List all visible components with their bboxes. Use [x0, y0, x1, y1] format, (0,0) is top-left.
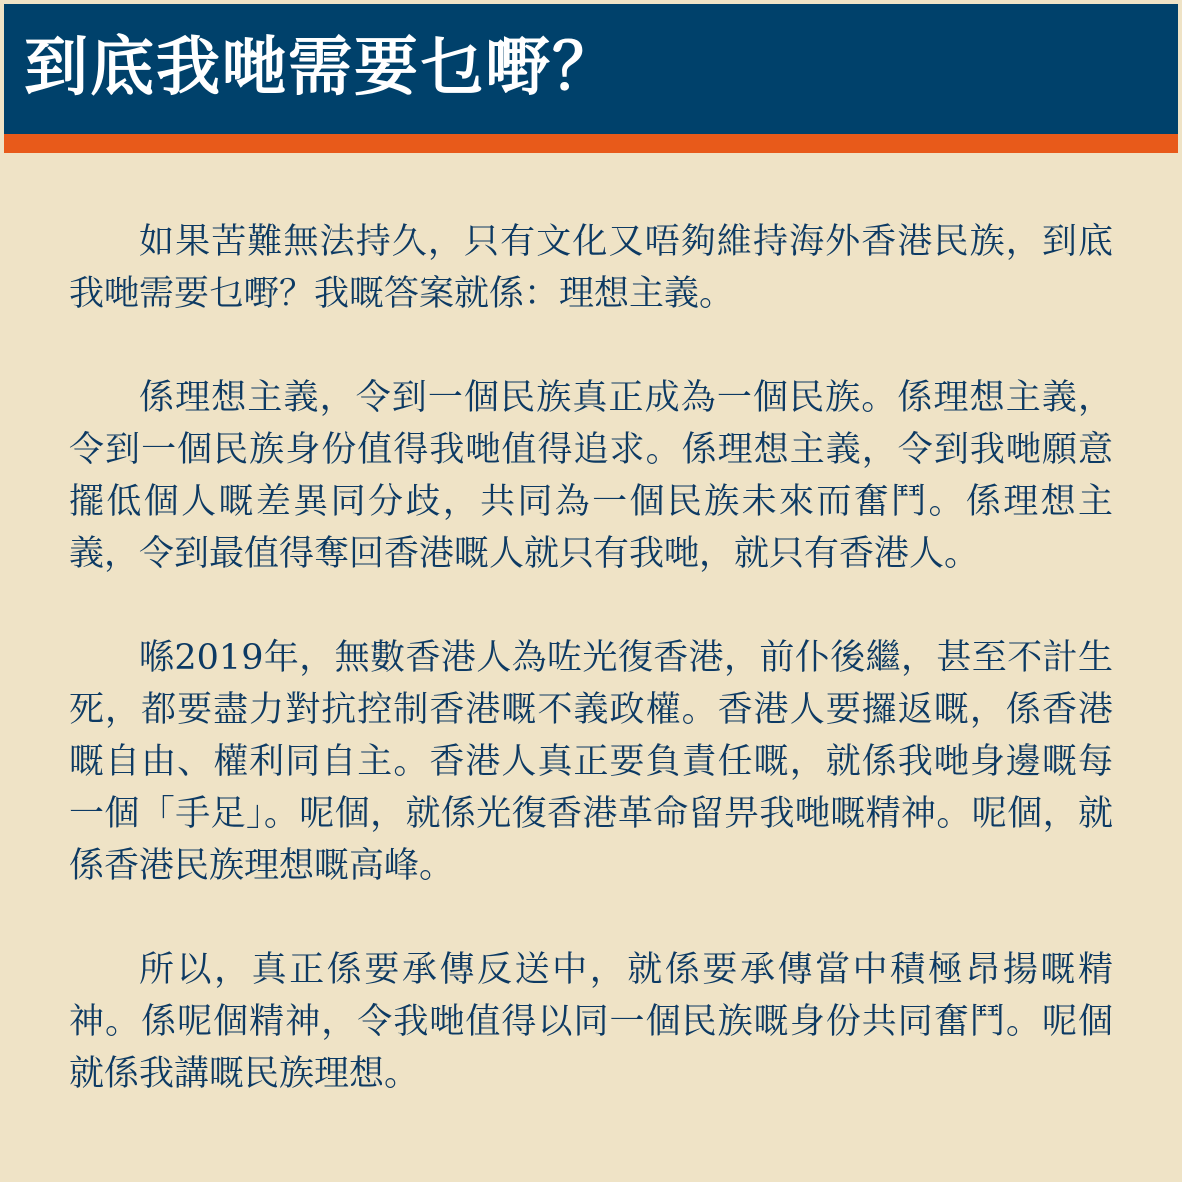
accent-bar: [4, 134, 1178, 153]
paragraph-4: 所以，真正係要承傳反送中，就係要承傳當中積極昂揚嘅精神。係呢個精神，令我哋值得以同一個民族嘅身份共同奮鬥。呢個就係我講嘅民族理想。: [69, 950, 1113, 1094]
paragraph-3: 喺2019年，無數香港人為咗光復香港，前仆後繼，甚至不計生死，都要盡力對抗控制香港嘅不義政權。香港人要攞返嘅，係香港嘅自由、權利同自主。香港人真正要負責任嘅，就係我哋身邊嘅每一個「手足」。呢個，就係光復香港革命留畀我哋嘅精神。呢個，就係香港民族理想嘅高峰。: [69, 638, 1113, 886]
paragraph-gap: [69, 580, 1113, 632]
paragraph-gap: [69, 320, 1113, 372]
article-body: [69, 216, 1113, 1100]
paragraph-1: 如果苦難無法持久，只有文化又唔夠維持海外香港民族，到底我哋需要乜嘢？我嘅答案就係：理想主義。: [69, 222, 1113, 314]
header-banner: [4, 4, 1178, 134]
paragraph-2: 係理想主義，令到一個民族真正成為一個民族。係理想主義，令到一個民族身份值得我哋值得追求。係理想主義，令到我哋願意擺低個人嘅差異同分歧，共同為一個民族未來而奮鬥。係理想主義，令到最值得奪回香港嘅人就只有我哋，就只有香港人。: [69, 378, 1113, 574]
page-title: 到底我哋需要乜嘢？: [24, 30, 618, 105]
paragraph-gap: [69, 892, 1113, 944]
